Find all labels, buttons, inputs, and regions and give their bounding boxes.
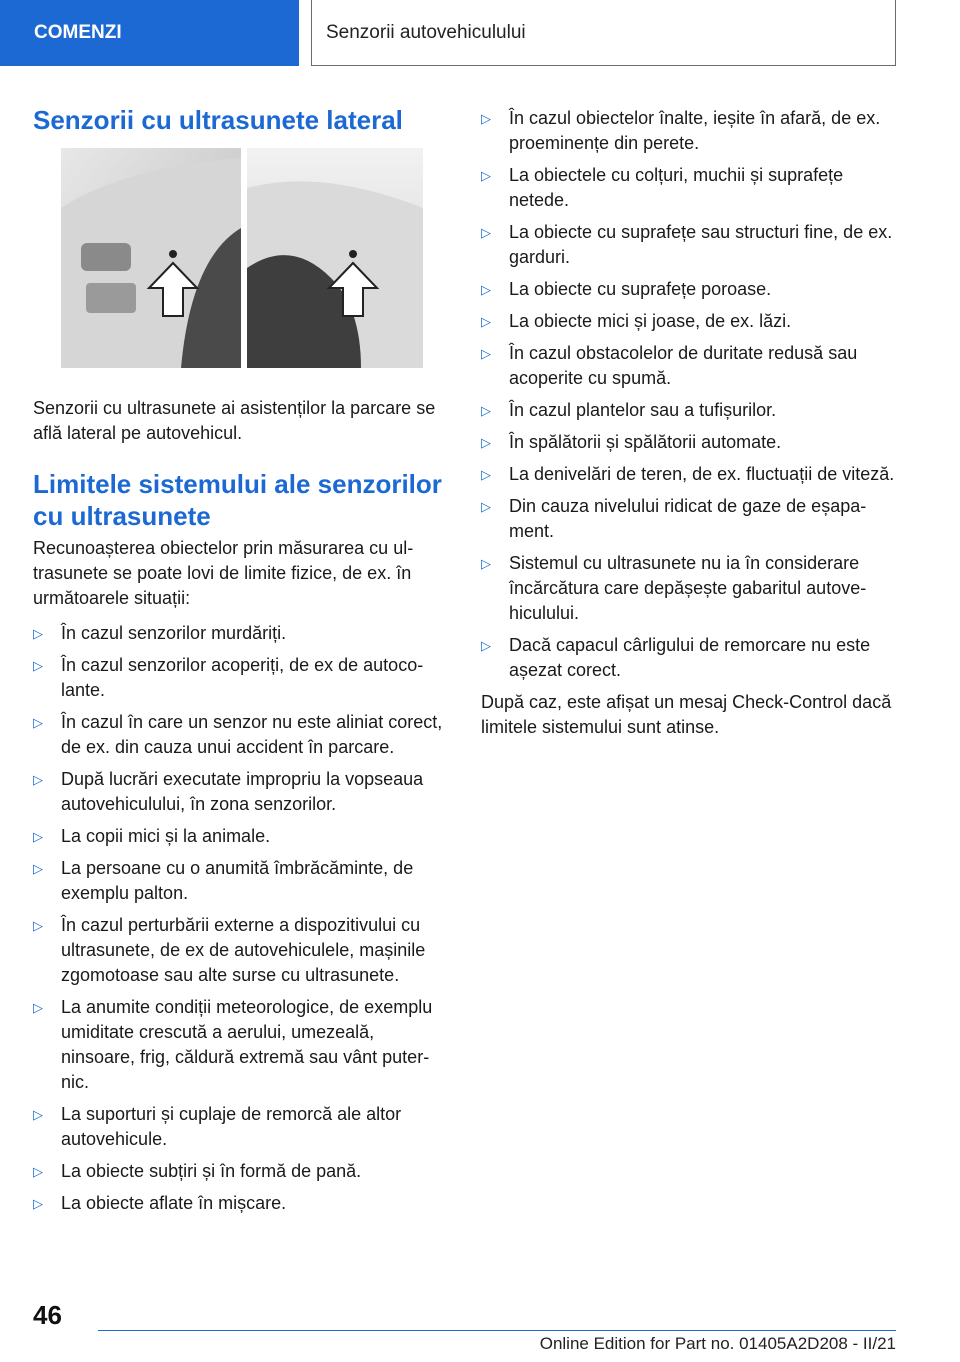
triangle-bullet-icon: ▷: [481, 314, 491, 329]
triangle-bullet-icon: ▷: [33, 1196, 43, 1211]
list-item-text: În cazul perturbării externe a dispozitivului cu ultrasunete, de ex de autovehiculele, mașinile zgomotoase sau alte surse cu ultrasunete.: [61, 915, 426, 985]
triangle-bullet-icon: ▷: [33, 1164, 43, 1179]
triangle-bullet-icon: ▷: [481, 111, 491, 126]
triangle-bullet-icon: ▷: [481, 282, 491, 297]
list-item: [481, 106, 896, 156]
list-item-text: La obiectele cu colțuri, muchii și suprafețe netede.: [509, 165, 844, 210]
list-item-text: În spălătorii și spălătorii automate.: [509, 432, 782, 452]
topic-header: [311, 0, 896, 66]
list-item: [481, 551, 896, 626]
list-item: [481, 277, 896, 302]
triangle-bullet-icon: ▷: [481, 556, 491, 571]
list-item-text: Din cauza nivelului ridicat de gaze de eșapament.: [509, 496, 867, 541]
list-item: [33, 824, 448, 849]
right-bullet-list: [481, 106, 896, 683]
triangle-bullet-icon: ▷: [481, 346, 491, 361]
topic-title: Senzorii autovehiculului: [326, 21, 526, 43]
triangle-bullet-icon: ▷: [481, 467, 491, 482]
list-item-text: La obiecte cu suprafețe poroase.: [509, 279, 772, 299]
list-item-text: În cazul în care un senzor nu este aliniat corect, de ex. din cauza unui accident în parcare.: [61, 712, 443, 757]
list-item-text: În cazul senzorilor murdăriți.: [61, 623, 287, 643]
list-item-text: La anumite condiții meteorologice, de exemplu umiditate crescută a aerului, umezeală, ninsoare, frig, căldură extremă sau vânt puternic.: [61, 997, 433, 1092]
triangle-bullet-icon: ▷: [481, 638, 491, 653]
list-item: [33, 710, 448, 760]
sensor-illustration: [61, 148, 423, 368]
triangle-bullet-icon: ▷: [481, 499, 491, 514]
heading-lateral-sensors: Senzorii cu ultrasunete lateral: [33, 105, 403, 135]
list-item: [33, 1102, 448, 1152]
list-item-text: După lucrări executate impropriu la vopseaua autovehiculului, în zona senzorilor.: [61, 769, 424, 814]
left-bullet-list: [33, 621, 448, 1216]
list-item: [33, 767, 448, 817]
list-item: [481, 341, 896, 391]
list-item-text: La suporturi și cuplaje de remorcă ale altor autovehicule.: [61, 1104, 402, 1149]
triangle-bullet-icon: ▷: [33, 658, 43, 673]
list-item-text: La obiecte cu suprafețe sau structuri fine, de ex. garduri.: [509, 222, 893, 267]
list-item-text: În cazul obstacolelor de duritate redusă sau acoperite cu spumă.: [509, 343, 858, 388]
list-item: [481, 462, 896, 487]
list-item-text: Dacă capacul cârligului de remorcare nu este așezat corect.: [509, 635, 871, 680]
section-title: COMENZI: [34, 22, 122, 43]
list-item-text: În cazul plantelor sau a tufișurilor.: [509, 400, 777, 420]
list-item-text: Sistemul cu ultrasunete nu ia în considerare încărcătura care depășește gabaritul autovehiculului.: [509, 553, 867, 623]
triangle-bullet-icon: ▷: [33, 1107, 43, 1122]
list-item: [33, 856, 448, 906]
triangle-bullet-icon: ▷: [33, 626, 43, 641]
triangle-bullet-icon: ▷: [33, 1000, 43, 1015]
triangle-bullet-icon: ▷: [33, 861, 43, 876]
list-item-text: La obiecte mici și joase, de ex. lăzi.: [509, 311, 792, 331]
triangle-bullet-icon: ▷: [481, 168, 491, 183]
list-item-text: În cazul senzorilor acoperiți, de ex de autocolante.: [61, 655, 424, 700]
edition-footer: Online Edition for Part no. 01405A2D208 - II/21: [539, 1334, 896, 1353]
triangle-bullet-icon: ▷: [481, 403, 491, 418]
list-item: [33, 1191, 448, 1216]
triangle-bullet-icon: ▷: [33, 715, 43, 730]
list-item-text: La copii mici și la animale.: [61, 826, 271, 846]
heading-system-limits: Limitele sistemului ale senzorilor cu ultrasunete: [33, 469, 442, 531]
limits-paragraph: Recunoașterea obiectelor prin măsurarea cu ultrasunete se poate lovi de limite fizice, de ex. în următoarele situații:: [33, 538, 414, 608]
list-item: [481, 430, 896, 455]
list-item: [481, 309, 896, 334]
list-item: [481, 633, 896, 683]
list-item-text: La obiecte aflate în mișcare.: [61, 1193, 287, 1213]
list-item: [481, 220, 896, 270]
list-item-text: La persoane cu o anumită îmbrăcăminte, de exemplu palton.: [61, 858, 414, 903]
right-column: [481, 100, 896, 740]
list-item: [481, 163, 896, 213]
list-item: [33, 995, 448, 1095]
list-item: [33, 1159, 448, 1184]
triangle-bullet-icon: ▷: [481, 225, 491, 240]
closing-paragraph: După caz, este afișat un mesaj Check-Control dacă limitele sistemului sunt atinse.: [481, 692, 892, 737]
triangle-bullet-icon: ▷: [33, 918, 43, 933]
section-tab: [0, 0, 299, 66]
list-item: [481, 494, 896, 544]
list-item: [33, 913, 448, 988]
list-item-text: La denivelări de teren, de ex. fluctuații de viteză.: [509, 464, 895, 484]
triangle-bullet-icon: ▷: [33, 829, 43, 844]
intro-paragraph: Senzorii cu ultrasunete ai asistenților la parcare se află lateral pe autovehicul.: [33, 398, 436, 443]
footer-rule: [98, 1330, 896, 1331]
list-item-text: În cazul obiectelor înalte, ieșite în afară, de ex. proeminențe din perete.: [509, 108, 881, 153]
page-number: 46: [33, 1300, 62, 1330]
triangle-bullet-icon: ▷: [481, 435, 491, 450]
triangle-bullet-icon: ▷: [33, 772, 43, 787]
list-item: [481, 398, 896, 423]
list-item: [33, 653, 448, 703]
list-item: [33, 621, 448, 646]
list-item-text: La obiecte subțiri și în formă de pană.: [61, 1161, 362, 1181]
